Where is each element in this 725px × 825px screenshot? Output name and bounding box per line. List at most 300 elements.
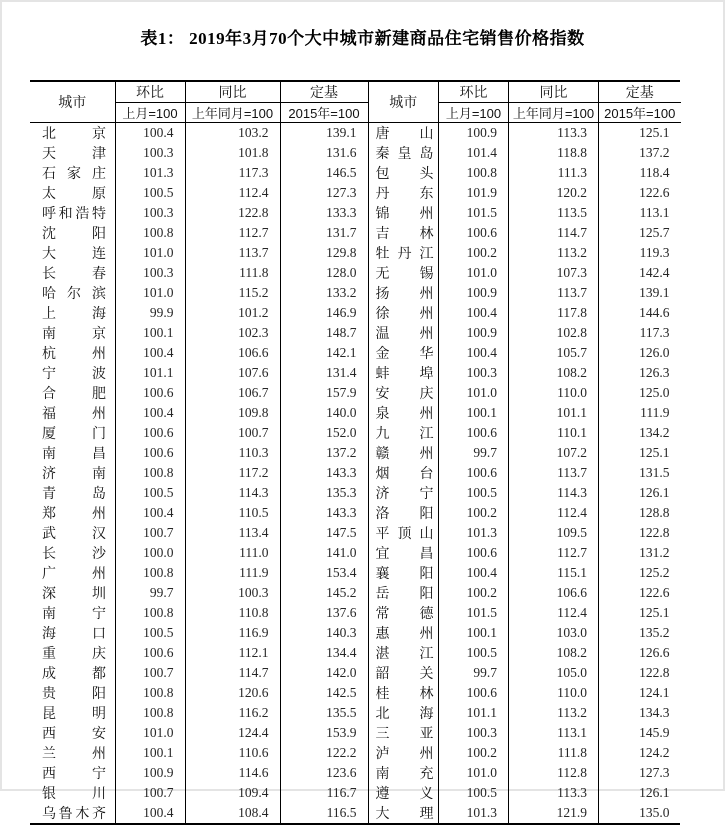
table-row: [369, 263, 681, 283]
base-value-cell: 143.3: [280, 503, 368, 523]
yoy-value-cell: 102.8: [509, 323, 599, 343]
mom-value-cell: 100.7: [115, 783, 185, 803]
table-row: [30, 323, 368, 343]
yoy-value-cell: 113.3: [509, 123, 599, 144]
city-cell: [369, 803, 439, 823]
city-cell: [369, 683, 439, 703]
base-value-cell: 133.3: [280, 203, 368, 223]
yoy-value-cell: 101.8: [185, 143, 280, 163]
table-row: [30, 463, 368, 483]
city-name: 大理: [375, 805, 434, 821]
yoy-value-cell: 117.8: [509, 303, 599, 323]
base-value-cell: 134.3: [639, 705, 670, 720]
yoy-value-cell: 111.8: [509, 743, 599, 763]
table-row: [30, 263, 368, 283]
yoy-value-cell: 111.9: [185, 563, 280, 583]
city-name: 兰州: [42, 745, 106, 761]
city-cell: [369, 563, 439, 583]
yoy-value-cell: 114.3: [185, 483, 280, 503]
city-cell: [30, 503, 115, 523]
yoy-subheader: 上年同月=100: [185, 103, 280, 123]
city-cell: [30, 363, 115, 383]
mom-value-cell: 100.4: [439, 343, 509, 363]
table-row: [369, 363, 681, 383]
table-row: [369, 763, 681, 783]
table-row: [30, 443, 368, 463]
city-name: 三亚: [375, 725, 434, 741]
mom-value-cell: 101.5: [439, 603, 509, 623]
city-cell: [369, 663, 439, 683]
table-row: [369, 523, 681, 543]
city-cell: [369, 123, 439, 144]
base-value-cell: 131.7: [280, 223, 368, 243]
base-value-cell: 135.3: [280, 483, 368, 503]
base-value-cell: 131.2: [639, 545, 670, 560]
city-name: 深圳: [42, 585, 106, 601]
city-cell: [369, 483, 439, 503]
table-row: [369, 463, 681, 483]
city-cell: [30, 123, 115, 144]
city-name: 南京: [42, 325, 106, 341]
mom-column-header: 环比: [115, 82, 185, 103]
city-cell: [30, 223, 115, 243]
base-value-cell: 157.9: [280, 383, 368, 403]
yoy-value-cell: 110.6: [185, 743, 280, 763]
base-value-cell: 139.1: [280, 123, 368, 144]
yoy-value-cell: 108.2: [509, 643, 599, 663]
city-name: 济南: [42, 465, 106, 481]
city-name: 金华: [375, 345, 434, 361]
city-cell: [369, 543, 439, 563]
city-name: 呼和浩特: [42, 205, 106, 221]
mom-value-cell: 100.8: [115, 603, 185, 623]
mom-value-cell: 101.3: [115, 163, 185, 183]
city-name: 桂林: [375, 685, 434, 701]
city-cell: [369, 403, 439, 423]
yoy-value-cell: 111.8: [185, 263, 280, 283]
city-name: 丹东: [375, 185, 434, 201]
yoy-value-cell: 110.5: [185, 503, 280, 523]
mom-value-cell: 100.8: [115, 463, 185, 483]
base-value-cell: 122.2: [280, 743, 368, 763]
base-value-cell: 125.0: [639, 385, 670, 400]
mom-value-cell: 100.3: [115, 263, 185, 283]
mom-value-cell: 101.0: [439, 763, 509, 783]
city-name: 西宁: [42, 765, 106, 781]
city-name: 唐山: [375, 125, 434, 141]
base-value-cell: 153.4: [280, 563, 368, 583]
table-row: [369, 243, 681, 263]
city-cell: [30, 383, 115, 403]
table-row: [369, 383, 681, 403]
base-value-cell: 124.2: [639, 745, 670, 760]
mom-value-cell: 100.2: [439, 243, 509, 263]
yoy-value-cell: 110.8: [185, 603, 280, 623]
base-value-cell: 116.5: [280, 803, 368, 823]
mom-value-cell: 100.6: [115, 383, 185, 403]
base-value-cell: 153.9: [280, 723, 368, 743]
yoy-value-cell: 113.1: [509, 723, 599, 743]
yoy-value-cell: 103.0: [509, 623, 599, 643]
yoy-value-cell: 118.8: [509, 143, 599, 163]
mom-value-cell: 100.3: [439, 363, 509, 383]
mom-value-cell: 100.1: [439, 403, 509, 423]
city-name: 北海: [375, 705, 434, 721]
city-name: 湛江: [375, 645, 434, 661]
base-value-cell: 122.6: [639, 585, 670, 600]
city-cell: [369, 503, 439, 523]
mom-value-cell: 100.2: [439, 743, 509, 763]
city-cell: [369, 723, 439, 743]
base-value-cell: 116.7: [280, 783, 368, 803]
city-name: 北京: [42, 125, 106, 141]
base-value-cell: 126.6: [639, 645, 670, 660]
city-cell: [30, 763, 115, 783]
base-value-cell: 126.1: [639, 785, 670, 800]
table-row: [30, 363, 368, 383]
table-row: [369, 423, 681, 443]
table-row: [369, 723, 681, 743]
table-row: [369, 283, 681, 303]
city-name: 重庆: [42, 645, 106, 661]
city-name: 厦门: [42, 425, 106, 441]
city-cell: [369, 283, 439, 303]
city-name: 宜昌: [375, 545, 434, 561]
city-cell: [369, 623, 439, 643]
mom-value-cell: 100.6: [115, 643, 185, 663]
city-column-header: 城市: [369, 82, 439, 123]
table-row: [30, 603, 368, 623]
table-row: [369, 563, 681, 583]
city-cell: [30, 283, 115, 303]
yoy-value-cell: 105.7: [509, 343, 599, 363]
base-value-cell: 146.9: [280, 303, 368, 323]
city-name: 惠州: [375, 625, 434, 641]
mom-value-cell: 100.6: [115, 443, 185, 463]
yoy-value-cell: 112.8: [509, 763, 599, 783]
base-value-cell: 128.8: [639, 505, 670, 520]
city-name: 无锡: [375, 265, 434, 281]
table-row: [369, 223, 681, 243]
city-name: 海口: [42, 625, 106, 641]
mom-value-cell: 100.9: [439, 283, 509, 303]
city-column-header: 城市: [30, 82, 115, 123]
right-table-body: [369, 123, 681, 824]
mom-value-cell: 100.3: [115, 203, 185, 223]
city-cell: [30, 743, 115, 763]
base-value-cell: 131.5: [639, 465, 670, 480]
mom-value-cell: 99.7: [115, 583, 185, 603]
table-row: [30, 343, 368, 363]
mom-value-cell: 100.9: [439, 123, 509, 144]
base-value-cell: 125.1: [639, 125, 670, 140]
city-name: 沈阳: [42, 225, 106, 241]
yoy-value-cell: 109.4: [185, 783, 280, 803]
mom-value-cell: 100.1: [439, 623, 509, 643]
city-name: 秦皇岛: [375, 145, 434, 161]
city-name: 武汉: [42, 525, 106, 541]
yoy-value-cell: 112.4: [185, 183, 280, 203]
table-row: [369, 483, 681, 503]
yoy-value-cell: 117.2: [185, 463, 280, 483]
city-name: 烟台: [375, 465, 434, 481]
base-subheader: 2015年=100: [599, 103, 681, 123]
city-cell: [30, 163, 115, 183]
city-name: 襄阳: [375, 565, 434, 581]
left-table-header: [30, 82, 368, 123]
city-cell: [30, 183, 115, 203]
mom-value-cell: 101.0: [439, 383, 509, 403]
table-row: [369, 783, 681, 803]
mom-value-cell: 100.8: [115, 563, 185, 583]
yoy-value-cell: 113.7: [185, 243, 280, 263]
table-row: [369, 743, 681, 763]
base-value-cell: 126.3: [639, 365, 670, 380]
table-row: [369, 683, 681, 703]
mom-value-cell: 100.8: [115, 223, 185, 243]
yoy-value-cell: 121.9: [509, 803, 599, 823]
table-row: [30, 563, 368, 583]
mom-value-cell: 101.0: [115, 283, 185, 303]
city-cell: [369, 203, 439, 223]
yoy-value-cell: 113.5: [509, 203, 599, 223]
city-name: 成都: [42, 665, 106, 681]
mom-value-cell: 101.3: [439, 523, 509, 543]
city-name: 吉林: [375, 225, 434, 241]
mom-value-cell: 100.9: [439, 323, 509, 343]
left-half-table: [30, 82, 369, 823]
yoy-value-cell: 114.3: [509, 483, 599, 503]
city-name: 合肥: [42, 385, 106, 401]
page-title: 表1： 2019年3月70个大中城市新建商品住宅销售价格指数: [140, 29, 585, 48]
yoy-value-cell: 103.2: [185, 123, 280, 144]
city-cell: [369, 163, 439, 183]
table-row: [369, 603, 681, 623]
yoy-value-cell: 106.7: [185, 383, 280, 403]
yoy-subheader: 上年同月=100: [509, 103, 599, 123]
yoy-value-cell: 101.2: [185, 303, 280, 323]
city-name: 贵阳: [42, 685, 106, 701]
mom-value-cell: 100.3: [439, 723, 509, 743]
table-row: [30, 423, 368, 443]
city-cell: [369, 423, 439, 443]
mom-value-cell: 100.9: [115, 763, 185, 783]
mom-subheader: 上月=100: [115, 103, 185, 123]
yoy-value-cell: 100.7: [185, 423, 280, 443]
mom-value-cell: 100.7: [115, 663, 185, 683]
city-cell: [30, 463, 115, 483]
table-row: [30, 763, 368, 783]
city-name: 昆明: [42, 705, 106, 721]
base-value-cell: 142.1: [280, 343, 368, 363]
city-cell: [369, 183, 439, 203]
base-value-cell: 125.2: [639, 565, 670, 580]
city-name: 常德: [375, 605, 434, 621]
yoy-value-cell: 109.8: [185, 403, 280, 423]
base-value-cell: 137.6: [280, 603, 368, 623]
base-value-cell: 137.2: [280, 443, 368, 463]
city-cell: [30, 203, 115, 223]
city-cell: [30, 343, 115, 363]
yoy-value-cell: 124.4: [185, 723, 280, 743]
city-name: 牡丹江: [375, 245, 434, 261]
city-name: 石家庄: [42, 165, 106, 181]
table-row: [30, 203, 368, 223]
table-row: [369, 343, 681, 363]
mom-value-cell: 100.6: [439, 223, 509, 243]
city-cell: [30, 483, 115, 503]
city-cell: [30, 583, 115, 603]
base-value-cell: 119.3: [639, 245, 670, 260]
city-cell: [30, 683, 115, 703]
yoy-value-cell: 113.7: [509, 463, 599, 483]
mom-value-cell: 101.0: [439, 263, 509, 283]
base-value-cell: 129.8: [280, 243, 368, 263]
yoy-value-cell: 114.6: [185, 763, 280, 783]
base-value-cell: 122.6: [639, 185, 670, 200]
city-cell: [30, 603, 115, 623]
city-cell: [30, 523, 115, 543]
base-value-cell: 134.2: [639, 425, 670, 440]
mom-value-cell: 100.7: [115, 523, 185, 543]
city-name: 南昌: [42, 445, 106, 461]
yoy-value-cell: 113.7: [509, 283, 599, 303]
city-cell: [369, 343, 439, 363]
city-cell: [369, 583, 439, 603]
base-value-cell: 117.3: [639, 325, 670, 340]
mom-value-cell: 100.6: [439, 463, 509, 483]
city-name: 宁波: [42, 365, 106, 381]
table-row: [30, 383, 368, 403]
city-cell: [369, 223, 439, 243]
table-row: [30, 743, 368, 763]
city-cell: [30, 303, 115, 323]
base-value-cell: 135.0: [639, 805, 670, 820]
table-row: [369, 143, 681, 163]
table-row: [369, 803, 681, 823]
yoy-value-cell: 106.6: [185, 343, 280, 363]
city-name: 岳阳: [375, 585, 434, 601]
table-row: [30, 723, 368, 743]
mom-value-cell: 101.1: [439, 703, 509, 723]
city-cell: [369, 783, 439, 803]
yoy-value-cell: 113.3: [509, 783, 599, 803]
city-name: 锦州: [375, 205, 434, 221]
mom-value-cell: 100.0: [115, 543, 185, 563]
base-value-cell: 152.0: [280, 423, 368, 443]
table-row: [30, 783, 368, 803]
city-cell: [30, 803, 115, 823]
city-cell: [369, 523, 439, 543]
city-name: 太原: [42, 185, 106, 201]
city-name: 广州: [42, 565, 106, 581]
table-row: [30, 303, 368, 323]
base-value-cell: 125.1: [639, 445, 670, 460]
table-row: [30, 483, 368, 503]
table-row: [369, 663, 681, 683]
yoy-value-cell: 116.9: [185, 623, 280, 643]
city-name: 包头: [375, 165, 434, 181]
city-name: 南充: [375, 765, 434, 781]
yoy-value-cell: 107.3: [509, 263, 599, 283]
mom-value-cell: 100.4: [439, 303, 509, 323]
mom-value-cell: 99.7: [439, 663, 509, 683]
yoy-value-cell: 108.4: [185, 803, 280, 823]
mom-value-cell: 100.4: [115, 503, 185, 523]
table-row: [30, 143, 368, 163]
yoy-value-cell: 109.5: [509, 523, 599, 543]
city-name: 天津: [42, 145, 106, 161]
yoy-value-cell: 120.2: [509, 183, 599, 203]
city-name: 郑州: [42, 505, 106, 521]
yoy-value-cell: 115.2: [185, 283, 280, 303]
right-table-header: [369, 82, 681, 123]
table-row: [30, 223, 368, 243]
city-name: 平顶山: [375, 525, 434, 541]
city-name: 泉州: [375, 405, 434, 421]
city-name: 赣州: [375, 445, 434, 461]
city-name: 泸州: [375, 745, 434, 761]
yoy-value-cell: 110.0: [509, 383, 599, 403]
mom-value-cell: 101.0: [115, 723, 185, 743]
base-value-cell: 125.7: [639, 225, 670, 240]
mom-value-cell: 100.2: [439, 583, 509, 603]
mom-value-cell: 100.8: [115, 703, 185, 723]
mom-value-cell: 100.1: [115, 323, 185, 343]
yoy-value-cell: 110.0: [509, 683, 599, 703]
table-row: [30, 623, 368, 643]
table-row: [30, 663, 368, 683]
base-value-cell: 111.9: [640, 405, 670, 420]
city-name: 哈尔滨: [42, 285, 106, 301]
yoy-value-cell: 102.3: [185, 323, 280, 343]
mom-value-cell: 100.4: [115, 343, 185, 363]
yoy-value-cell: 112.4: [509, 503, 599, 523]
city-cell: [30, 563, 115, 583]
table-row: [30, 243, 368, 263]
city-cell: [30, 543, 115, 563]
base-value-cell: 134.4: [280, 643, 368, 663]
mom-value-cell: 101.5: [439, 203, 509, 223]
base-value-cell: 122.8: [639, 525, 670, 540]
yoy-value-cell: 114.7: [185, 663, 280, 683]
city-name: 长春: [42, 265, 106, 281]
table-row: [30, 523, 368, 543]
table-row: [30, 703, 368, 723]
mom-value-cell: 100.6: [439, 423, 509, 443]
city-cell: [369, 363, 439, 383]
mom-value-cell: 99.7: [439, 443, 509, 463]
left-table-body: [30, 123, 368, 824]
city-cell: [30, 263, 115, 283]
mom-value-cell: 100.2: [439, 503, 509, 523]
base-value-cell: 139.1: [639, 285, 670, 300]
mom-value-cell: 100.5: [115, 183, 185, 203]
base-value-cell: 142.4: [639, 265, 670, 280]
base-value-cell: 142.5: [280, 683, 368, 703]
base-value-cell: 131.4: [280, 363, 368, 383]
base-column-header: 定基: [280, 82, 368, 103]
yoy-value-cell: 122.8: [185, 203, 280, 223]
table-row: [30, 583, 368, 603]
yoy-column-header: 同比: [509, 82, 599, 103]
yoy-value-cell: 112.7: [185, 223, 280, 243]
base-value-cell: 133.2: [280, 283, 368, 303]
base-value-cell: 145.9: [639, 725, 670, 740]
city-name: 上海: [42, 305, 106, 321]
yoy-column-header: 同比: [185, 82, 280, 103]
mom-value-cell: 100.4: [439, 563, 509, 583]
